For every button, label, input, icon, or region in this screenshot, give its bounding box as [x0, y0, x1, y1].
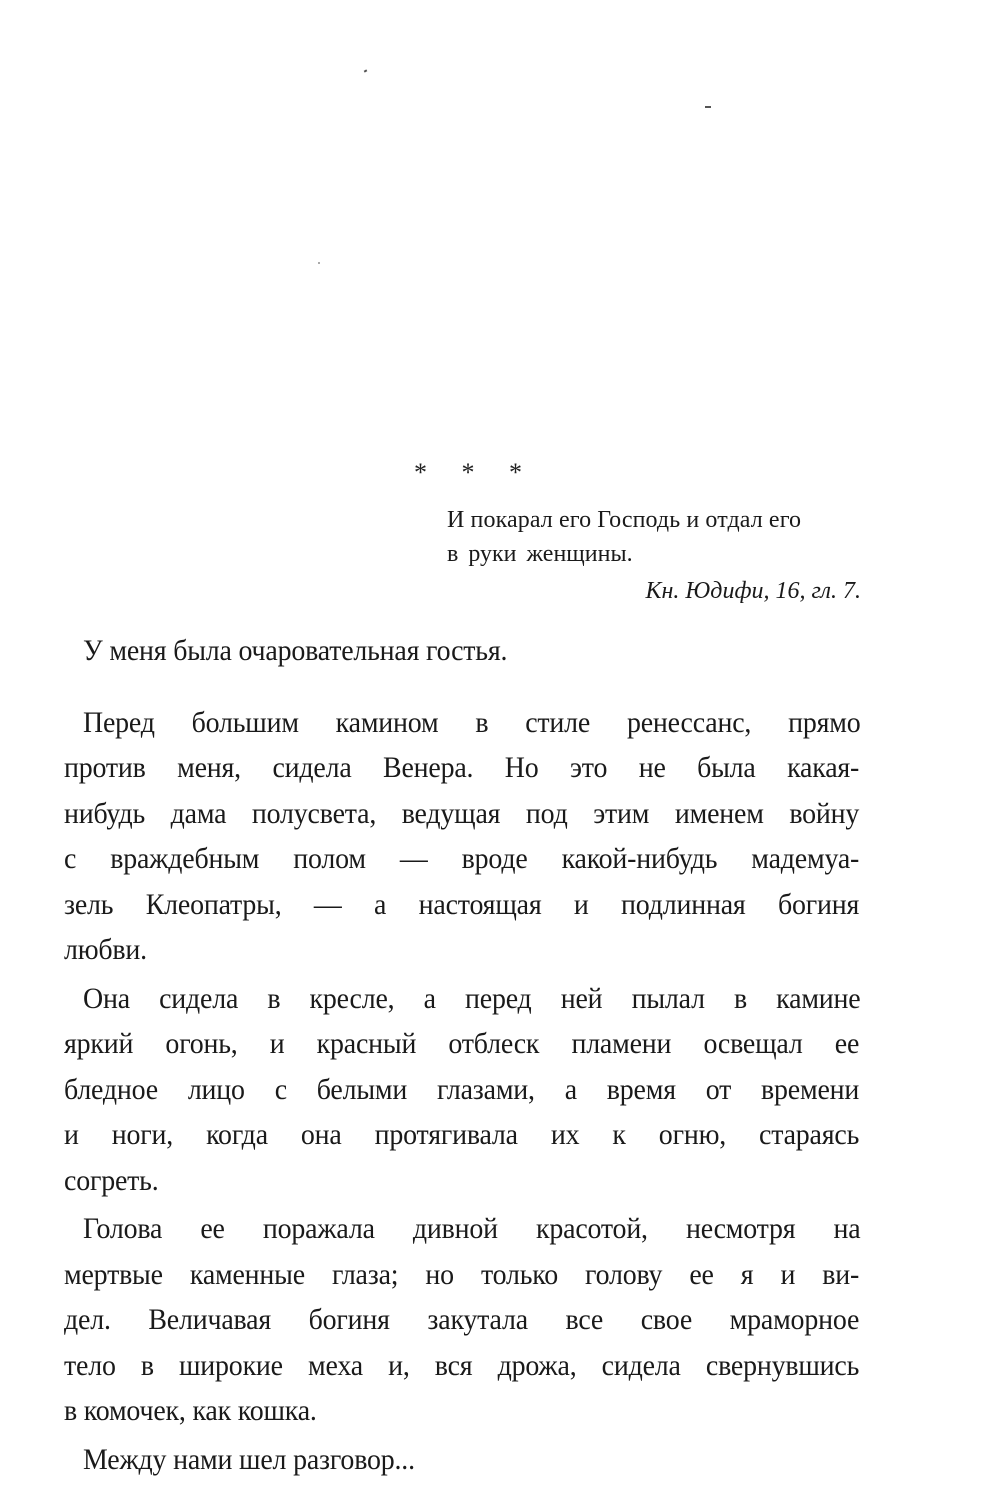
paragraph [64, 700, 861, 973]
paragraph [83, 628, 861, 674]
text-line: зель Клеопатры, — а настоящая и подлинная богиня [64, 887, 860, 921]
text-line: мертвые каменные глаза; но только голову ее я и ви- [64, 1257, 860, 1291]
text-line: яркий огонь, и красный отблеск пламени освещал ее [64, 1027, 860, 1060]
epigraph-line: И покарал его Господь и отдал его [447, 507, 802, 533]
text-line: согреть. [64, 1163, 159, 1197]
text-line: тело в широкие меха и, вся дрожа, сидела свернувшись [64, 1348, 860, 1382]
paragraph [64, 1206, 861, 1434]
scan-speck [364, 69, 368, 72]
chapter-body [64, 628, 861, 1482]
epigraph-line: в руки женщины. [447, 541, 633, 567]
text-line: против меня, сидела Венера. Но это не была какая- [64, 751, 860, 784]
text-line: Между нами шел разговор... [83, 1442, 415, 1476]
scan-speck [705, 106, 711, 108]
text-line: в комочек, как кошка. [64, 1394, 317, 1427]
text-line: с враждебным полом — вроде какой-нибудь мадемуа- [64, 842, 860, 875]
text-line: любви. [64, 933, 147, 966]
text-line: нибудь дама полусвета, ведущая под этим именем войну [64, 796, 860, 830]
text-line: У меня была очаровательная гостья. [83, 634, 508, 667]
text-line: и ноги, когда она протягивала их к огню, стараясь [64, 1118, 860, 1151]
scan-speck [318, 262, 320, 264]
text-line: бледное лицо с белыми глазами, а время от времени [64, 1072, 860, 1106]
epigraph [447, 503, 867, 609]
text-line: Она сидела в кресле, а перед ней пылал в камине [83, 981, 861, 1015]
paragraph [83, 1437, 861, 1483]
paragraph [64, 976, 861, 1204]
text-line: Голова ее поражала дивной красотой, несмотря на [83, 1212, 861, 1245]
text-line: Перед большим камином в стиле ренессанс, прямо [83, 705, 861, 739]
text-line: дел. Величавая богиня закутала все свое мраморное [64, 1303, 860, 1336]
section-break-asterisks: * * * [414, 458, 536, 487]
epigraph-source: Кн. Юдифи, 16, гл. 7. [645, 578, 861, 604]
